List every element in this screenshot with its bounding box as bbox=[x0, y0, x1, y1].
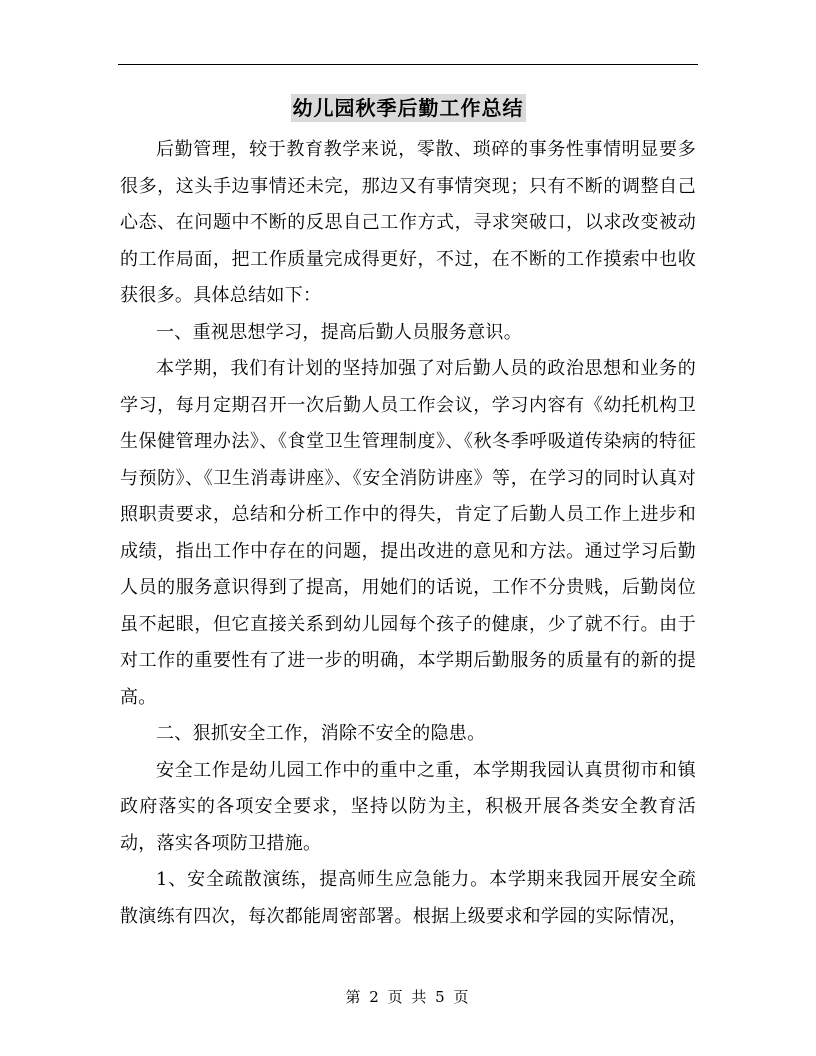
page-number: 第 2 页 共 5 页 bbox=[345, 988, 471, 1006]
paragraph-section-1: 本学期，我们有计划的坚持加强了对后勤人员的政治思想和业务的学习，每月定期召开一次后勤人员工作会议，学习内容有《幼托机构卫生保健管理办法》、《食堂卫生管理制度》、《秋冬季呼吸道传染病的特征与预防》、《卫生消毒讲座》、《安全消防讲座》等，在学习的同时认真对照职责要求，总结和分析工作中的得失，肯定了后勤人员工作上进步和成绩，指出工作中存在的问题，提出改进的意见和方法。通过学习后勤人员的服务意识得到了提高，用她们的话说，工作不分贵贱，后勤岗位虽不起眼，但它直接关系到幼儿园每个孩子的健康，少了就不行。由于对工作的重要性有了进一步的明确，本学期后勤服务的质量有的新的提高。 bbox=[120, 358, 696, 708]
document-body bbox=[120, 132, 696, 935]
document-title: 幼儿园秋季后勤工作总结 bbox=[292, 96, 524, 120]
title-container bbox=[0, 94, 816, 122]
header-rule bbox=[118, 64, 698, 65]
paragraph-intro: 后勤管理，较于教育教学来说，零散、琐碎的事务性事情明显要多很多，这头手边事情还未完，那边又有事情突现；只有不断的调整自己心态、在问题中不断的反思自己工作方式，寻求突破口，以求改变被动的工作局面，把工作质量完成得更好，不过，在不断的工作摸索中也收获很多。具体总结如下： bbox=[120, 139, 696, 306]
paragraph-subsection-1: 1、安全疏散演练，提高师生应急能力。本学期来我园开展安全疏散演练有四次，每次都能周密部署。根据上级要求和学园的实际情况， bbox=[120, 869, 696, 927]
section-heading-2: 二、狠抓安全工作，消除不安全的隐患。 bbox=[156, 723, 486, 744]
section-heading-1: 一、重视思想学习，提高后勤人员服务意识。 bbox=[156, 321, 522, 343]
paragraph-section-2: 安全工作是幼儿园工作中的重中之重，本学期我园认真贯彻市和镇政府落实的各项安全要求，坚持以防为主，积极开展各类安全教育活动，落实各项防卫措施。 bbox=[120, 759, 696, 854]
